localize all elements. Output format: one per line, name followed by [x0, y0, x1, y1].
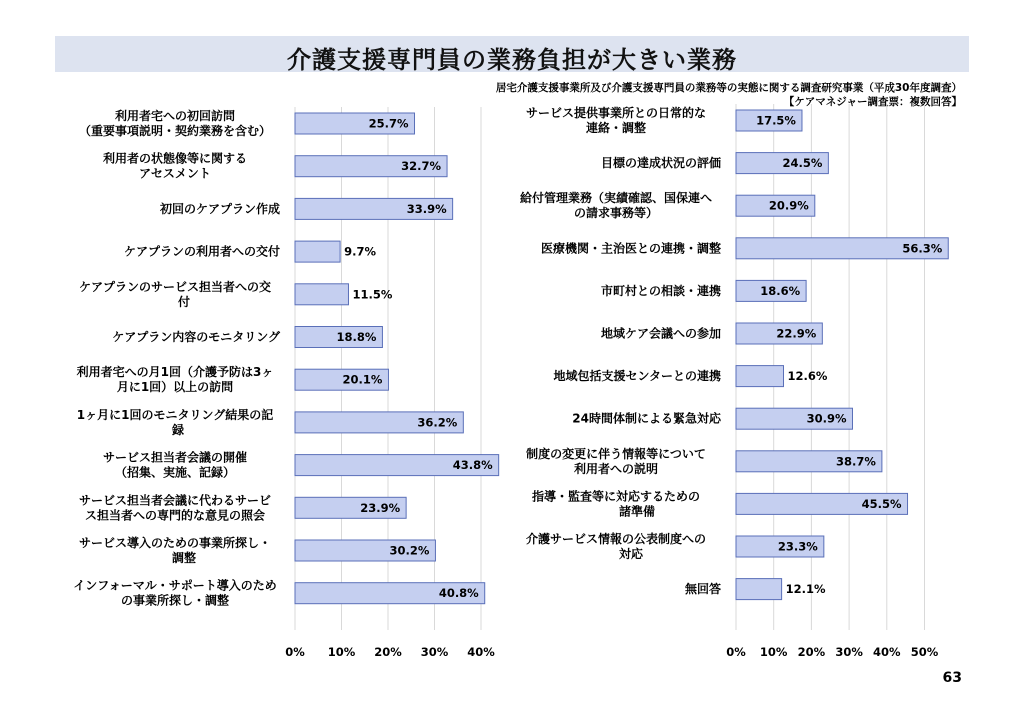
chart2-value-label: 22.9%	[776, 326, 817, 341]
chart1-value-label: 11.5%	[352, 287, 393, 302]
chart2-category-label: 24時間体制による緊急対応	[572, 411, 721, 426]
chart1-bar	[295, 284, 348, 305]
chart2-tick-label: 0%	[726, 645, 746, 659]
chart2-category-label: 医療機関・主治医との連携・調整	[540, 241, 721, 256]
chart1-value-label: 18.8%	[336, 330, 377, 344]
survey-note: 【ケアマネジャー調査票：複数回答】	[783, 96, 962, 108]
chart2-category-label: 地域ケア会議への参加	[600, 326, 721, 341]
chart1-value-label: 40.8%	[438, 586, 479, 601]
chart2-category-label: 目標の達成状況の評価	[600, 156, 721, 171]
chart2-bar	[736, 579, 782, 600]
chart2-value-label: 30.9%	[806, 411, 847, 426]
chart1-category-label: サービス担当者会議に代わるサービス担当者への専門的な意見の照会	[78, 493, 272, 523]
chart1-value-label: 9.7%	[344, 244, 377, 259]
chart1-tick-label: 30%	[420, 645, 449, 659]
chart1-value-label: 23.9%	[360, 500, 401, 515]
chart1-category-label: インフォーマル・サポート導入のための事業所探し・調整	[73, 578, 277, 608]
chart1-value-label: 43.8%	[452, 458, 493, 473]
chart2-tick-label: 30%	[835, 645, 863, 659]
survey-source: 居宅介護支援事業所及び介護支援専門員の業務等の実態に関する調査研究事業（平成30年度調査）	[495, 82, 962, 94]
chart2-tick-label: 50%	[910, 645, 939, 659]
chart1-value-label: 30.2%	[389, 543, 430, 558]
chart2-value-label: 17.5%	[756, 113, 796, 128]
chart2-tick-label: 40%	[873, 645, 901, 659]
chart1-category-label: 初回のケアプラン作成	[159, 201, 280, 216]
chart2-value-label: 56.3%	[902, 241, 943, 256]
chart1-category-label: 1ヶ月に1回のモニタリング結果の記録	[76, 407, 274, 437]
chart2-value-label: 20.9%	[768, 198, 809, 213]
chart2-category-label: 給付管理業務（実績確認、国保連への請求事務等）	[519, 191, 713, 221]
chart1-tick-label: 40%	[467, 645, 495, 659]
chart1-bar	[295, 241, 340, 262]
chart2-value-label: 12.6%	[787, 369, 828, 384]
chart2-category-label: 指導・監査等に対応するための諸準備	[531, 489, 701, 519]
chart2-value-label: 38.7%	[835, 454, 876, 469]
chart1-category-label: サービス担当者会議の開催（招集、実施、記録）	[102, 450, 248, 480]
chart1-category-label: ケアプランのサービス担当者への交付	[78, 279, 272, 309]
chart2-value-label: 45.5%	[861, 496, 902, 511]
chart1-value-label: 25.7%	[368, 116, 409, 131]
page-title: 介護支援専門員の業務負担が大きい業務	[287, 46, 737, 74]
chart2-category-label: 制度の変更に伴う情報等について利用者への説明	[526, 446, 706, 476]
chart1-tick-label: 10%	[327, 645, 356, 659]
chart1-category-label: 利用者宅への月1回（介護予防は3ヶ月に1回）以上の訪問	[76, 365, 274, 395]
page-number: 63	[942, 670, 962, 686]
chart2-category-label: 市町村との相談・連携	[600, 283, 721, 298]
chart1-value-label: 20.1%	[342, 372, 383, 387]
chart2-value-label: 18.6%	[760, 283, 801, 298]
chart2-value-label: 24.5%	[782, 156, 823, 171]
chart2-category-label: 介護サービス情報の公表制度への対応	[525, 532, 707, 561]
chart1-category-label: ケアプラン内容のモニタリング	[112, 330, 280, 344]
chart2-tick-label: 20%	[797, 645, 826, 659]
chart1-value-label: 36.2%	[417, 415, 458, 430]
chart2-value-label: 23.3%	[777, 539, 818, 554]
chart1-category-label: 利用者宅への初回訪問（重要事項説明・契約業務を含む）	[78, 109, 272, 138]
chart2-category-label: 無回答	[684, 582, 721, 597]
chart2-value-label: 12.1%	[785, 582, 826, 597]
chart1-value-label: 33.9%	[406, 201, 447, 216]
chart1-category-label: ケアプランの利用者への交付	[123, 244, 280, 259]
chart1-value-label: 32.7%	[401, 159, 442, 174]
chart2-tick-label: 10%	[759, 645, 788, 659]
chart1-tick-label: 0%	[285, 645, 305, 659]
chart2-category-label: サービス提供事業所との日常的な連絡・調整	[525, 106, 707, 135]
chart1-category-label: サービス導入のための事業所探し・調整	[78, 536, 272, 565]
chart1-category-label: 利用者の状態像等に関するアセスメント	[102, 151, 248, 181]
chart1-tick-label: 20%	[374, 645, 402, 659]
chart2-category-label: 地域包括支援センターとの連携	[553, 369, 721, 384]
chart2-bar	[736, 366, 784, 387]
